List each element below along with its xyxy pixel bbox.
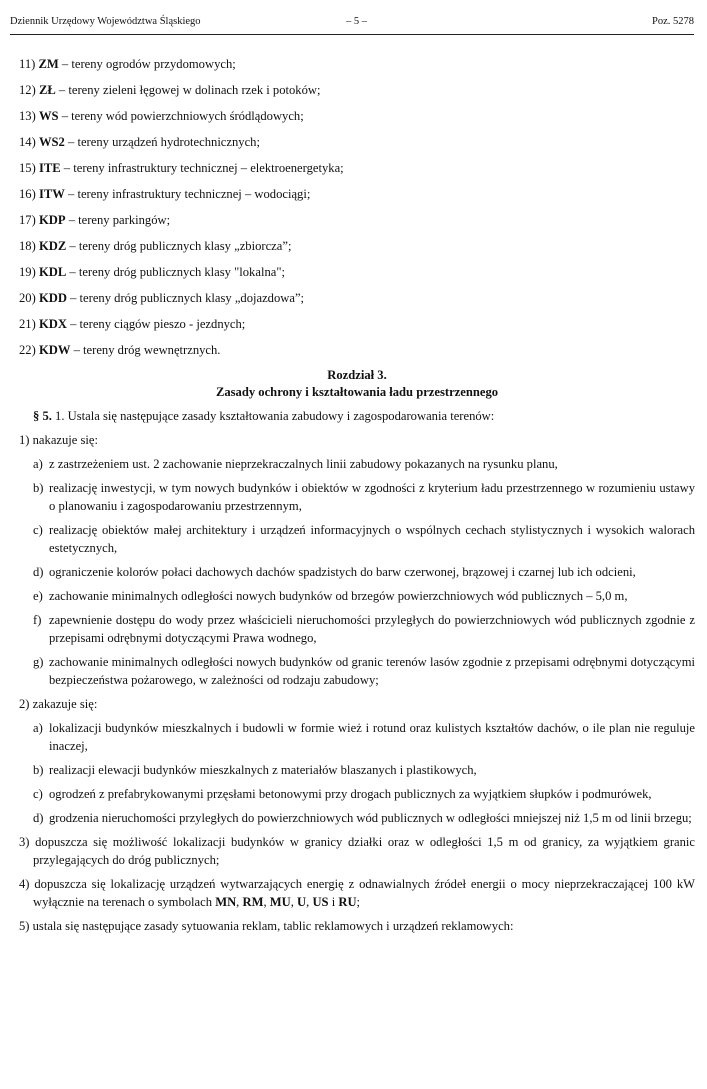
point-3: 3) dopuszcza się możliwość lokalizacji budynków w granicy działki oraz w odległości 1,5 m od granicy, za wyjątkiem granic przylegających do dróg publicznych; — [19, 835, 695, 867]
section-text: 1. Ustala się następujące zasady kształtowania zabudowy i zagospodarowania terenów: — [51, 409, 495, 423]
list-item: 16) ITW – tereny infrastruktury technicznej – wodociągi; — [19, 187, 311, 201]
sub-item: a) z zastrzeżeniem ust. 2 zachowanie nieprzekraczalnych linii zabudowy pokazanych na rysunku planu, — [33, 457, 558, 471]
page-number: – 5 – — [346, 16, 367, 27]
list-item: 12) ZŁ – tereny zieleni łęgowej w dolinach rzek i potoków; — [19, 83, 321, 97]
point-1-label: 1) nakazuje się: — [19, 433, 99, 447]
sub-item: c) ogrodzeń z prefabrykowanymi przęsłami betonowymi przy drogach publicznych za wyjątkiem słupków i podmurówek, — [33, 787, 652, 801]
section-mark: § 5. — [33, 409, 52, 423]
list-item: 11) ZM – tereny ogrodów przydomowych; — [19, 57, 236, 71]
list-item: 20) KDD – tereny dróg publicznych klasy „dojazdowa”; — [19, 291, 305, 305]
journal-title: Dziennik Urzędowy Województwa Śląskiego — [10, 16, 201, 27]
land-use-list — [19, 55, 695, 367]
list-item: 14) WS2 – tereny urządzeń hydrotechnicznych; — [19, 135, 260, 149]
point-1 — [19, 431, 695, 449]
list-item: 17) KDP – tereny parkingów; — [19, 213, 171, 227]
document-body — [19, 55, 695, 935]
sub-item: b) realizację inwestycji, w tym nowych budynków i obiektów w zgodności z kryterium ładu przestrzennego w rozumieniu ustawy o planowaniu i zagospodarowaniu przestrzennym, — [33, 481, 695, 513]
chapter-title: Zasady ochrony i kształtowania ładu przestrzennego — [215, 385, 499, 399]
list-item: 18) KDZ – tereny dróg publicznych klasy „zbiorcza”; — [19, 239, 292, 253]
list-item: 22) KDW – tereny dróg wewnętrznych. — [19, 343, 221, 357]
sub-item: e) zachowanie minimalnych odległości nowych budynków od brzegów powierzchniowych wód publicznych – 5,0 m, — [33, 589, 628, 603]
sub-item: b) realizacji elewacji budynków mieszkalnych z materiałów blaszanych i plastikowych, — [33, 763, 477, 777]
point-2-label: 2) zakazuje się: — [19, 697, 98, 711]
sub-item: c) realizację obiektów małej architektury i urządzeń informacyjnych o wspólnych cechach stylistycznych i wysokich walorach estetycznych, — [33, 523, 695, 555]
page-header — [10, 14, 694, 35]
sub-item: g) zachowanie minimalnych odległości nowych budynków od granic terenów lasów zgodnie z przepisami odrębnymi dotyczącymi bezpieczeństwa pożarowego, w zależności od rodzaju zabudowy; — [33, 655, 695, 687]
point-2 — [19, 695, 695, 713]
sub-item: f) zapewnienie dostępu do wody przez właścicieli nieruchomości przyległych do powierzchniowych wód publicznych zgodnie z przepisami odrębnymi dotyczącymi Prawa wodnego, — [33, 613, 695, 645]
section-paragraph — [19, 407, 695, 425]
sub-item: a) lokalizacji budynków mieszkalnych i budowli w formie wież i rotund oraz kulistych kształtów dachów, o ile plan nie reguluje inaczej, — [33, 721, 695, 753]
position-number: Poz. 5278 — [652, 16, 694, 27]
chapter-number: Rozdział 3. — [327, 368, 387, 382]
chapter-heading — [19, 367, 695, 401]
list-item: 19) KDL – tereny dróg publicznych klasy "lokalna"; — [19, 265, 285, 279]
sub-item: d) grodzenia nieruchomości przyległych do powierzchniowych wód publicznych w odległości mniejszej niż 1,5 m od linii brzegu; — [33, 811, 692, 825]
list-item: 15) ITE – tereny infrastruktury technicznej – elektroenergetyka; — [19, 161, 344, 175]
point-4: 4) dopuszcza się lokalizację urządzeń wytwarzających energię z odnawialnych źródeł energii o mocy nieprzekraczającej 100 kW wyłącznie na terenach o symbolach MN, RM, MU, U, US i RU; — [19, 877, 695, 909]
point-5: 5) ustala się następujące zasady sytuowania reklam, tablic reklamowych i urządzeń reklamowych: — [19, 919, 514, 933]
list-item: 13) WS – tereny wód powierzchniowych śródlądowych; — [19, 109, 304, 123]
sub-item: d) ograniczenie kolorów połaci dachowych dachów spadzistych do barw czerwonej, brązowej i czarnej lub ich odcieni, — [33, 565, 636, 579]
list-item: 21) KDX – tereny ciągów pieszo - jezdnych; — [19, 317, 246, 331]
